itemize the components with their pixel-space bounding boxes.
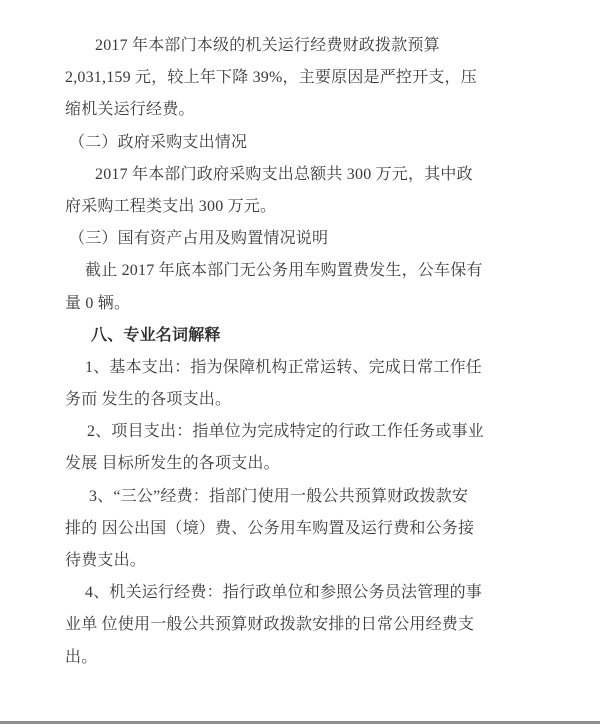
paragraph-line: 排的 因公出国（境）费、公务用车购置及运行费和公务接 <box>65 519 475 537</box>
paragraph-line: 1、基本支出：指为保障机构正常运转、完成日常工作任 <box>85 358 483 376</box>
paragraph-line: 2、项目支出：指单位为完成特定的行政工作任务或事业 <box>87 423 485 441</box>
paragraph-line: 务而 发生的各项支出。 <box>65 391 232 409</box>
paragraph-line: 业单 位使用一般公共预算财政拨款安排的日常公用经费支 <box>65 616 475 634</box>
paragraph-line: 待费支出。 <box>65 552 147 569</box>
paragraph-line: 缩机关运行经费。 <box>65 101 195 119</box>
section-heading: 八、专业名词解释 <box>91 326 221 344</box>
document-text-block <box>65 30 547 674</box>
paragraph-line: 3、“三公”经费：指部门使用一般公共预算财政拨款安 <box>89 487 469 505</box>
paragraph-line: 量 0 辆。 <box>65 294 131 312</box>
paragraph-line: 发展 目标所发生的各项支出。 <box>65 455 280 473</box>
paragraph-line: 4、机关运行经费：指行政单位和参照公务员法管理的事 <box>85 584 483 602</box>
subsection-heading: （三）国有资产占用及购置情况说明 <box>69 230 329 248</box>
paragraph-line: 截止 2017 年底本部门无公务用车购置费发生，公车保有 <box>85 262 483 280</box>
subsection-heading: （二）政府采购支出情况 <box>69 133 248 151</box>
paragraph-line: 2,031,159 元，较上年下降 39%，主要原因是严控开支，压 <box>65 69 477 87</box>
page-bottom-edge <box>0 721 600 724</box>
paragraph-line: 出。 <box>65 648 98 666</box>
paragraph-line: 2017 年本部门本级的机关运行经费财政拨款预算 <box>95 37 440 54</box>
paragraph-line: 2017 年本部门政府采购支出总额共 300 万元，其中政 <box>95 165 473 183</box>
paragraph-line: 府采购工程类支出 300 万元。 <box>65 197 277 215</box>
